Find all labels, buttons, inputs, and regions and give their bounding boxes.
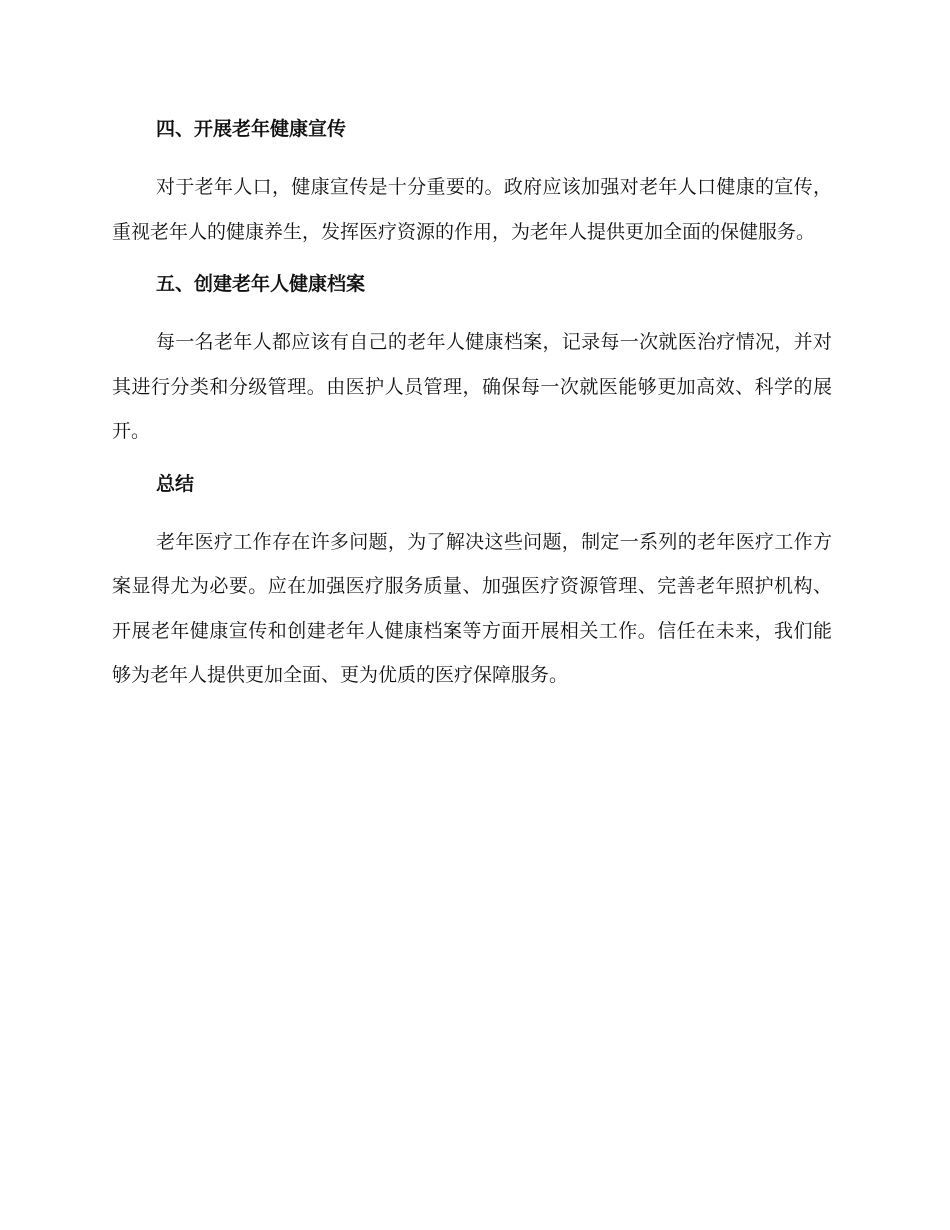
section-paragraph-summary: 老年医疗工作存在许多问题，为了解决这些问题，制定一系列的老年医疗工作方案显得尤为必要。应在加强医疗服务质量、加强医疗资源管理、完善老年照护机构、开展老年健康宣传和创建老年人健康档案等方面开展相关工作。信任在未来，我们能够为老年人提供更加全面、更为优质的医疗保障服务。 — [112, 530, 832, 686]
section-heading-health-records: 五、创建老年人健康档案 — [156, 273, 366, 295]
section-paragraph-health-promotion: 对于老年人口，健康宣传是十分重要的。政府应该加强对老年人口健康的宣传，重视老年人的健康养生，发挥医疗资源的作用，为老年人提供更加全面的保健服务。 — [112, 176, 832, 243]
section-paragraph-health-records: 每一名老年人都应该有自己的老年人健康档案，记录每一次就医治疗情况，并对其进行分类和分级管理。由医护人员管理，确保每一次就医能够更加高效、科学的展开。 — [112, 331, 832, 442]
document-body — [112, 111, 832, 710]
section-heading-health-promotion: 四、开展老年健康宣传 — [156, 118, 347, 140]
section-heading-summary: 总结 — [156, 472, 195, 495]
